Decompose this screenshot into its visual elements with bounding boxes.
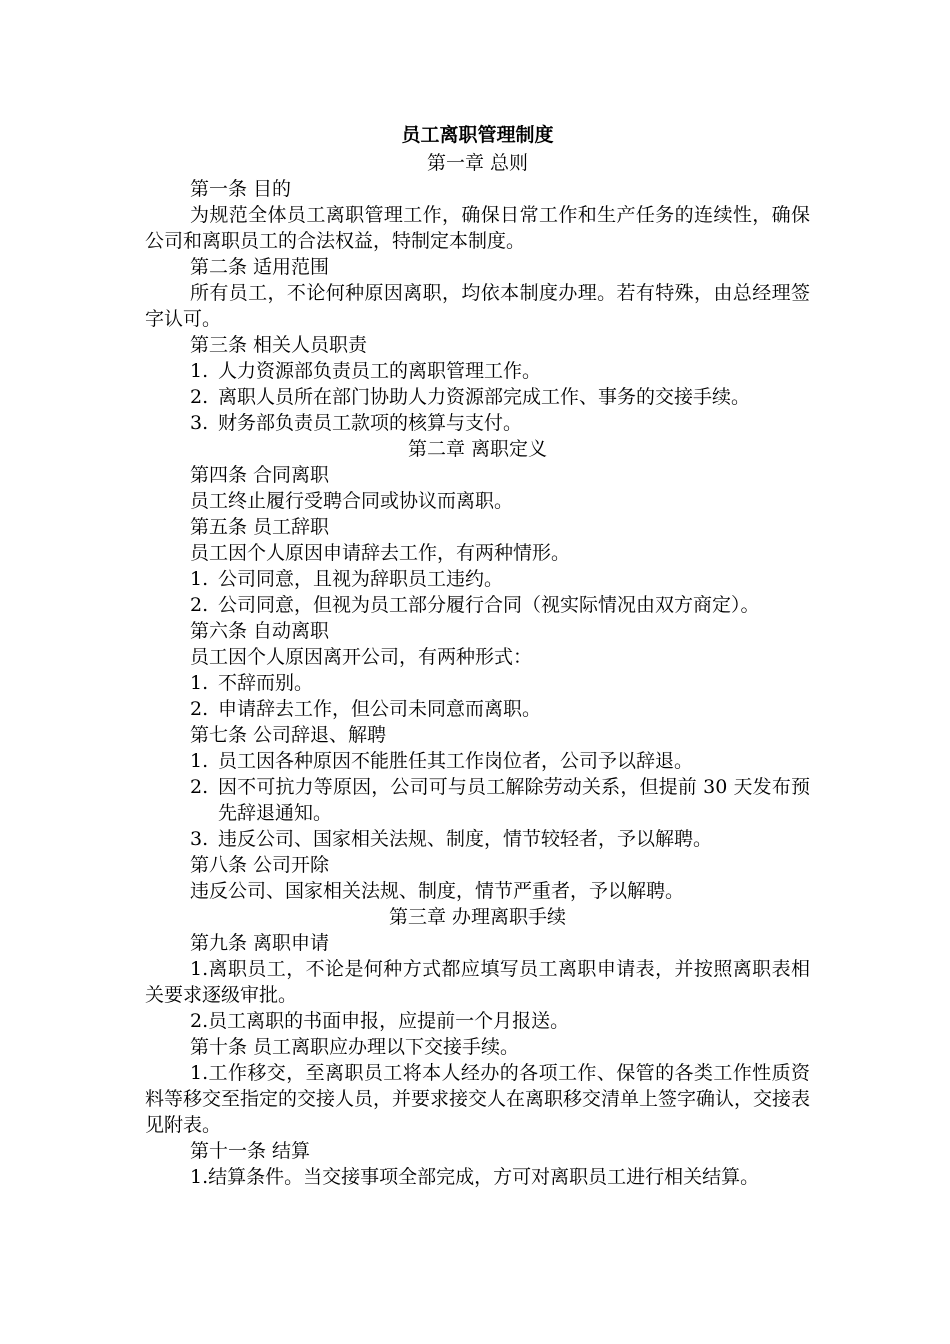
article-1-heading: 第一条 目的 [190, 178, 292, 200]
list-item [145, 566, 810, 592]
list-text: 申请辞去工作，但公司未同意而离职。 [218, 698, 542, 720]
list-text: 人力资源部负责员工的离职管理工作。 [218, 360, 542, 382]
article-11-paragraph-1: 1.结算条件。当交接事项全部完成，方可对离职员工进行相关结算。 [190, 1166, 760, 1188]
list-number: 1. [190, 360, 209, 382]
list-number: 3. [190, 412, 209, 434]
article-9-paragraph-2: 2.员工离职的书面申报，应提前一个月报送。 [190, 1010, 570, 1032]
list-text: 离职人员所在部门协助人力资源部完成工作、事务的交接手续。 [218, 386, 751, 408]
article-11-heading: 第十一条 结算 [190, 1140, 311, 1162]
chapter-3-heading: 第三章 办理离职手续 [388, 906, 567, 928]
list-text: 公司同意，但视为员工部分履行合同（视实际情况由双方商定）。 [218, 594, 760, 616]
article-5-text: 员工因个人原因申请辞去工作，有两种情形。 [190, 542, 571, 564]
list-number: 2. [190, 386, 209, 408]
article-10-heading: 第十条 员工离职应办理以下交接手续。 [190, 1036, 520, 1058]
list-item [145, 410, 810, 436]
list-item [145, 826, 810, 852]
list-text: 不辞而别。 [218, 672, 314, 694]
list-number: 1. [190, 750, 209, 772]
list-item [145, 696, 810, 722]
list-number: 2. [190, 594, 209, 616]
list-item [145, 670, 810, 696]
article-2-text: 所有员工，不论何种原因离职，均依本制度办理。若有特殊，由总经理签字认可。 [145, 282, 810, 330]
article-8-text: 违反公司、国家相关法规、制度，情节严重者，予以解聘。 [190, 880, 685, 902]
article-6-text: 员工因个人原因离开公司，有两种形式： [190, 646, 533, 668]
document-page [145, 120, 810, 1190]
chapter-2-heading: 第二章 离职定义 [407, 438, 548, 460]
article-7-heading: 第七条 公司辞退、解聘 [190, 724, 387, 746]
list-number: 1. [190, 568, 209, 590]
article-3-heading: 第三条 相关人员职责 [190, 334, 368, 356]
list-text: 违反公司、国家相关法规、制度，情节较轻者，予以解聘。 [218, 828, 713, 850]
article-4-text: 员工终止履行受聘合同或协议而离职。 [190, 490, 514, 512]
list-text: 公司同意，且视为辞职员工违约。 [218, 568, 504, 590]
article-9-paragraph-1: 1.离职员工，不论是何种方式都应填写员工离职申请表，并按照离职表相关要求逐级审批。 [145, 958, 810, 1006]
list-text: 员工因各种原因不能胜任其工作岗位者，公司予以辞退。 [218, 750, 694, 772]
article-1-text: 为规范全体员工离职管理工作，确保日常工作和生产任务的连续性，确保公司和离职员工的合法权益，特制定本制度。 [145, 204, 810, 252]
article-4-heading: 第四条 合同离职 [190, 464, 330, 486]
article-9-heading: 第九条 离职申请 [190, 932, 330, 954]
list-item [145, 592, 810, 618]
list-text: 因不可抗力等原因，公司可与员工解除劳动关系，但提前 30 天发布预先辞退通知。 [218, 776, 810, 824]
list-item [145, 384, 810, 410]
list-number: 2. [190, 698, 209, 720]
article-8-heading: 第八条 公司开除 [190, 854, 330, 876]
article-5-heading: 第五条 员工辞职 [190, 516, 330, 538]
list-item [145, 774, 810, 826]
list-item [145, 748, 810, 774]
document-title: 员工离职管理制度 [401, 124, 554, 146]
list-number: 3. [190, 828, 209, 850]
list-item [145, 358, 810, 384]
list-text: 财务部负责员工款项的核算与支付。 [218, 412, 523, 434]
list-number: 1. [190, 672, 209, 694]
article-2-heading: 第二条 适用范围 [190, 256, 330, 278]
chapter-1-heading: 第一章 总则 [426, 152, 529, 174]
article-6-heading: 第六条 自动离职 [190, 620, 330, 642]
list-number: 2. [190, 776, 209, 798]
article-10-paragraph-1: 1.工作移交，至离职员工将本人经办的各项工作、保管的各类工作性质资料等移交至指定的交接人员，并要求接交人在离职移交清单上签字确认，交接表见附表。 [145, 1062, 811, 1136]
